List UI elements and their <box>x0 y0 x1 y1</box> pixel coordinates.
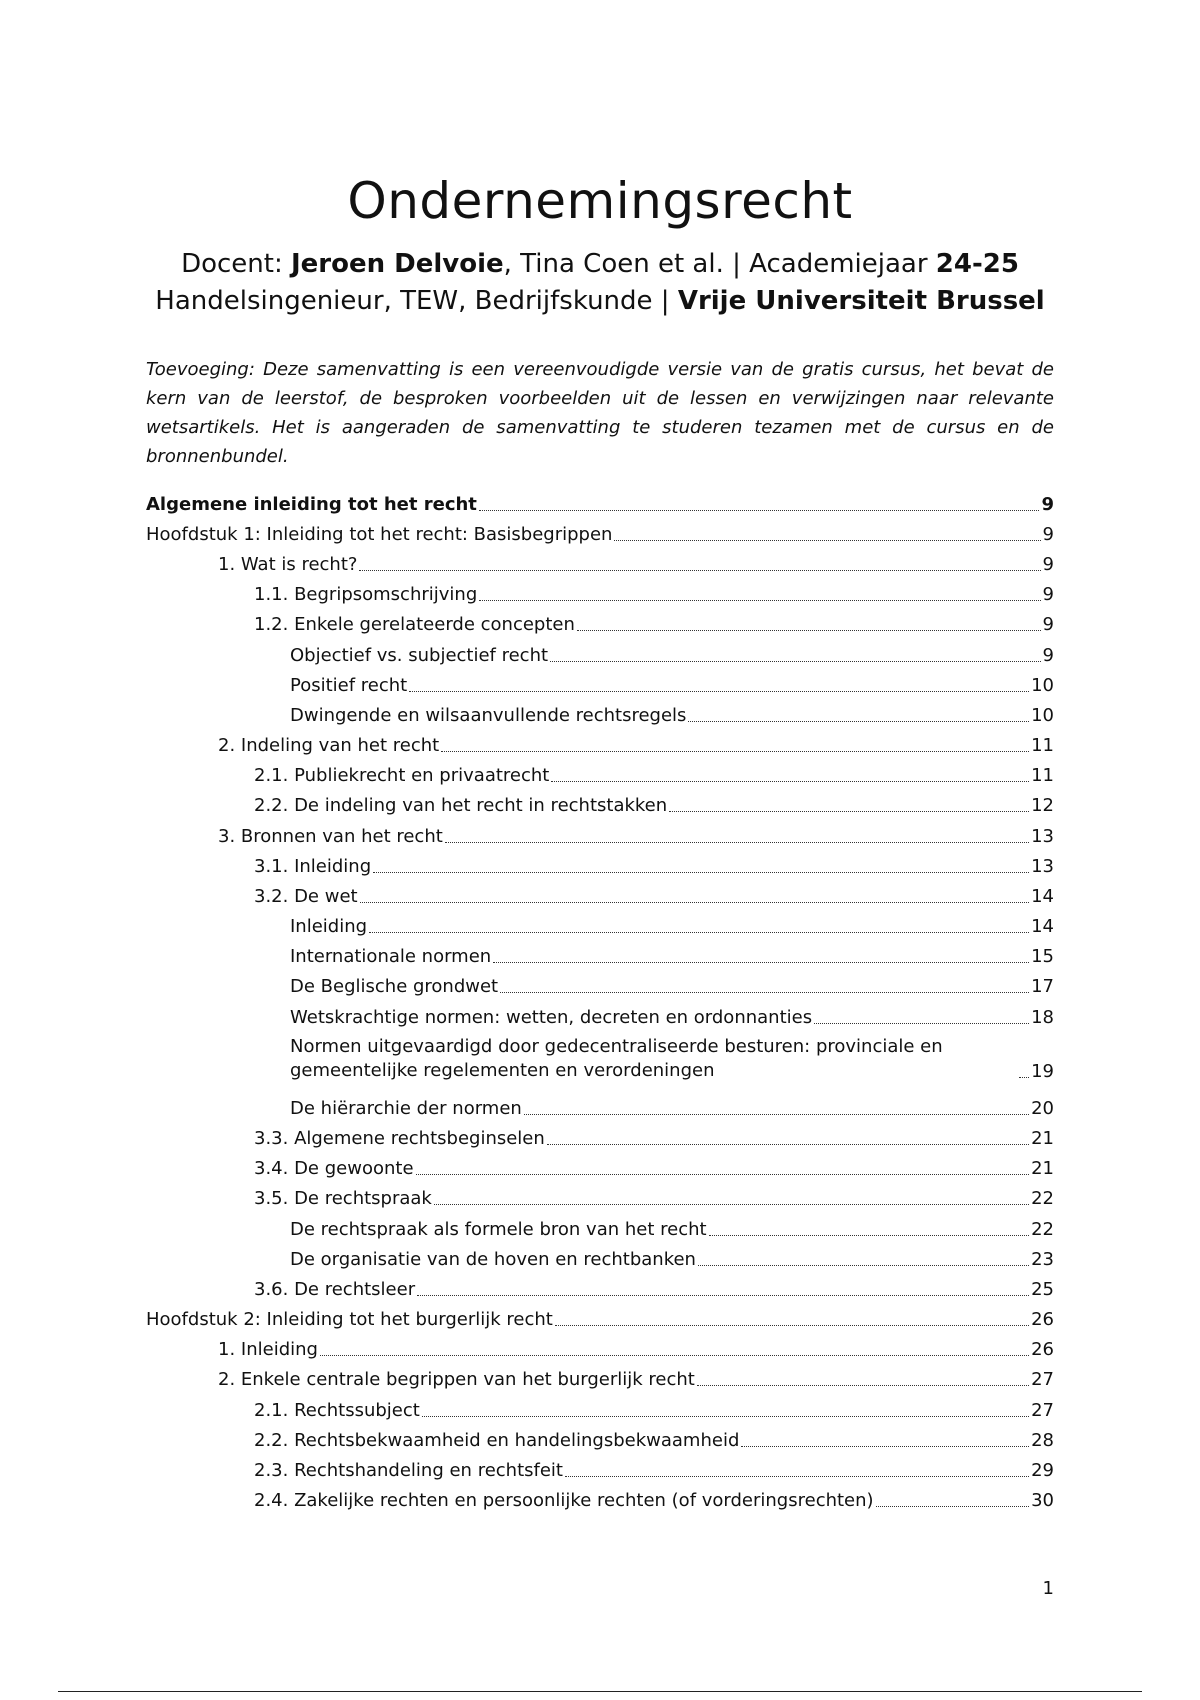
toc-entry-label: De rechtspraak als formele bron van het recht <box>290 1219 707 1240</box>
toc-entry-label: 3.6. De rechtsleer <box>254 1279 416 1300</box>
toc-leader-dots <box>876 1506 1030 1507</box>
toc-entry-label: Hoofdstuk 1: Inleiding tot het recht: Basisbegrippen <box>146 524 613 545</box>
toc-entry-page: 30 <box>1031 1490 1054 1511</box>
toc-entry-label: 2. Enkele centrale begrippen van het burgerlijk recht <box>218 1369 695 1390</box>
toc-entry-label: 3.1. Inleiding <box>254 856 372 877</box>
toc-entry-label: De Beglische grondwet <box>290 976 499 997</box>
toc-entry[interactable] <box>290 1249 1054 1271</box>
toc-entry-page: 13 <box>1031 826 1054 847</box>
document-title: Ondernemingsrecht <box>347 172 853 230</box>
toc-entry-page: 10 <box>1031 705 1054 726</box>
toc-entry-page: 21 <box>1031 1158 1054 1179</box>
toc-entry-label: 2.1. Rechtssubject <box>254 1400 420 1421</box>
toc-entry-label: 1. Wat is recht? <box>218 554 358 575</box>
toc-leader-dots <box>814 1023 1029 1024</box>
toc-entry[interactable] <box>254 795 1054 817</box>
toc-entry[interactable] <box>290 1035 1054 1083</box>
toc-leader-dots <box>688 721 1029 722</box>
toc-entry[interactable] <box>290 976 1054 998</box>
toc-entry-label: 2.4. Zakelijke rechten en persoonlijke rechten (of vorderingsrechten) <box>254 1490 874 1511</box>
toc-leader-dots <box>551 781 1029 782</box>
toc-leader-dots <box>547 1144 1029 1145</box>
toc-leader-dots <box>614 540 1040 541</box>
page-number: 1 <box>1042 1578 1054 1599</box>
toc-entry-page: 27 <box>1031 1369 1054 1390</box>
toc-entry-label: 2.1. Publiekrecht en privaatrecht <box>254 765 550 786</box>
toc-entry[interactable] <box>254 1279 1054 1301</box>
toc-entry[interactable] <box>218 826 1054 848</box>
toc-entry[interactable] <box>254 1188 1054 1210</box>
toc-entry[interactable] <box>290 1098 1054 1120</box>
toc-leader-dots <box>577 630 1041 631</box>
toc-entry-page: 9 <box>1042 645 1054 666</box>
toc-entry-page: 18 <box>1031 1007 1054 1028</box>
toc-entry[interactable] <box>290 675 1054 697</box>
toc-leader-dots <box>373 872 1029 873</box>
toc-leader-dots <box>550 661 1041 662</box>
toc-entry-page: 28 <box>1031 1430 1054 1451</box>
toc-entry-label: 3.4. De gewoonte <box>254 1158 414 1179</box>
toc-leader-dots <box>445 842 1029 843</box>
toc-entry[interactable] <box>290 916 1054 938</box>
toc-entry-page: 9 <box>1042 524 1054 545</box>
docent-label: Docent: <box>181 249 291 279</box>
toc-entry-page: 14 <box>1031 886 1054 907</box>
toc-entry-page: 27 <box>1031 1400 1054 1421</box>
toc-entry-label: 3. Bronnen van het recht <box>218 826 443 847</box>
academic-year: 24-25 <box>935 249 1019 279</box>
toc-entry[interactable] <box>254 886 1054 908</box>
toc-entry[interactable] <box>146 524 1054 546</box>
toc-entry-label: De hiërarchie der normen <box>290 1098 522 1119</box>
toc-entry-label: 3.5. De rechtspraak <box>254 1188 432 1209</box>
toc-entry[interactable] <box>218 1369 1054 1391</box>
toc-leader-dots <box>359 570 1040 571</box>
toc-leader-dots <box>709 1235 1030 1236</box>
toc-entry-label: Algemene inleiding tot het recht <box>146 494 477 515</box>
toc-entry[interactable] <box>254 1430 1054 1452</box>
toc-entry-page: 23 <box>1031 1249 1054 1270</box>
university: Vrije Universiteit Brussel <box>677 286 1045 316</box>
docent-name: Jeroen Delvoie <box>290 249 504 279</box>
toc-entry-label: 2. Indeling van het recht <box>218 735 440 756</box>
toc-entry-label: 2.3. Rechtshandeling en rechtsfeit <box>254 1460 563 1481</box>
toc-entry-page: 29 <box>1031 1460 1054 1481</box>
toc-entry[interactable] <box>290 645 1054 667</box>
toc-entry-label: 1. Inleiding <box>218 1339 318 1360</box>
programs: Handelsingenieur, TEW, Bedrijfskunde | <box>155 286 678 316</box>
toc-leader-dots <box>441 751 1029 752</box>
subtitle-line-1 <box>0 249 1200 279</box>
co-authors: , Tina Coen et al. | Academiejaar <box>503 249 936 279</box>
toc-entry[interactable] <box>218 1339 1054 1361</box>
toc-leader-dots <box>417 1295 1029 1296</box>
toc-entry-label: 2.2. De indeling van het recht in rechtstakken <box>254 795 668 816</box>
toc-leader-dots <box>434 1204 1029 1205</box>
toc-leader-dots <box>479 600 1040 601</box>
toc-entry-page: 10 <box>1031 675 1054 696</box>
toc-leader-dots <box>524 1114 1029 1115</box>
toc-entry-label: De organisatie van de hoven en rechtbanken <box>290 1249 696 1270</box>
toc-entry[interactable] <box>254 1400 1054 1422</box>
toc-entry-page: 14 <box>1031 916 1054 937</box>
toc-leader-dots <box>416 1174 1030 1175</box>
toc-entry-label: Internationale normen <box>290 946 492 967</box>
toc-entry-page: 13 <box>1031 856 1054 877</box>
toc-leader-dots <box>369 932 1029 933</box>
toc-entry-page: 12 <box>1031 795 1054 816</box>
toc-entry-page: 25 <box>1031 1279 1054 1300</box>
toc-leader-dots <box>409 691 1029 692</box>
toc-entry-page: 20 <box>1031 1098 1054 1119</box>
toc-entry-page: 9 <box>1042 554 1054 575</box>
toc-entry-page: 11 <box>1031 735 1054 756</box>
toc-entry[interactable] <box>290 1219 1054 1241</box>
toc-entry-label: 1.2. Enkele gerelateerde concepten <box>254 614 575 635</box>
toc-entry[interactable] <box>218 554 1054 576</box>
toc-entry-label: 3.3. Algemene rechtsbeginselen <box>254 1128 545 1149</box>
toc-entry-label: 2.2. Rechtsbekwaamheid en handelingsbekwaamheid <box>254 1430 740 1451</box>
toc-leader-dots <box>500 992 1029 993</box>
toc-entry-label: 3.2. De wet <box>254 886 358 907</box>
toc-entry[interactable] <box>146 1309 1054 1331</box>
toc-entry[interactable] <box>254 1460 1054 1482</box>
toc-entry-page: 17 <box>1031 976 1054 997</box>
toc-entry[interactable] <box>254 1128 1054 1150</box>
toc-entry-page: 11 <box>1031 765 1054 786</box>
toc-leader-dots <box>697 1385 1029 1386</box>
toc-entry[interactable] <box>254 1158 1054 1180</box>
toc-entry-label: Wetskrachtige normen: wetten, decreten en ordonnanties <box>290 1007 813 1028</box>
toc-leader-dots <box>698 1265 1029 1266</box>
toc-entry[interactable] <box>290 705 1054 727</box>
toc-entry-page: 21 <box>1031 1128 1054 1149</box>
toc-entry[interactable] <box>254 584 1054 606</box>
toc-entry[interactable] <box>254 1490 1054 1512</box>
toc-entry-page: 22 <box>1031 1188 1054 1209</box>
toc-leader-dots <box>741 1446 1029 1447</box>
footer-rule <box>58 1691 1142 1692</box>
toc-entry-page: 9 <box>1042 614 1054 635</box>
toc-entry[interactable] <box>290 946 1054 968</box>
toc-entry-label: Positief recht <box>290 675 408 696</box>
toc-entry-label: Hoofdstuk 2: Inleiding tot het burgerlijk recht <box>146 1309 553 1330</box>
toc-entry-page: 9 <box>1041 494 1054 515</box>
toc-entry-label: Dwingende en wilsaanvullende rechtsregels <box>290 705 687 726</box>
toc-entry-label: Objectief vs. subjectief recht <box>290 645 549 666</box>
toc-leader-dots <box>479 510 1040 511</box>
toc-leader-dots <box>493 962 1029 963</box>
toc-entry-label: Normen uitgevaardigd door gedecentraliseerde besturen: provinciale en gemeentelijke regelementen en verordeningen <box>290 1036 943 1081</box>
toc-entry-page: 26 <box>1031 1309 1054 1330</box>
toc-leader-dots <box>565 1476 1029 1477</box>
toc-leader-dots <box>555 1325 1029 1326</box>
toc-entry-page: 22 <box>1031 1219 1054 1240</box>
toc-entry-page: 9 <box>1042 584 1054 605</box>
toc-entry[interactable] <box>254 765 1054 787</box>
toc-entry[interactable] <box>218 735 1054 757</box>
toc-leader-dots <box>360 902 1030 903</box>
toc-entry[interactable] <box>290 1007 1054 1029</box>
toc-entry-page: 26 <box>1031 1339 1054 1360</box>
toc-leader-dots <box>1019 1077 1029 1078</box>
toc-entry[interactable] <box>254 614 1054 636</box>
toc-entry-label: Inleiding <box>290 916 368 937</box>
toc-entry[interactable] <box>254 856 1054 878</box>
addition-note: Toevoeging: Deze samenvatting is een vereenvoudigde versie van de gratis cursus, het bevat de kern van de leerstof, de besproken voorbeelden uit de lessen en verwijzingen naar relevante wetsartikels. Het is aangeraden de samenvatting te studeren tezamen met de cursus en de bronnenbundel. <box>146 359 1054 467</box>
subtitle-line-2 <box>0 286 1200 316</box>
toc-entry-page: 19 <box>1031 1061 1054 1082</box>
toc-entry-page: 15 <box>1031 946 1054 967</box>
toc-entry[interactable] <box>146 494 1054 516</box>
toc-leader-dots <box>320 1355 1029 1356</box>
toc-leader-dots <box>422 1416 1029 1417</box>
toc-leader-dots <box>669 811 1029 812</box>
toc-entry-label: 1.1. Begripsomschrijving <box>254 584 478 605</box>
